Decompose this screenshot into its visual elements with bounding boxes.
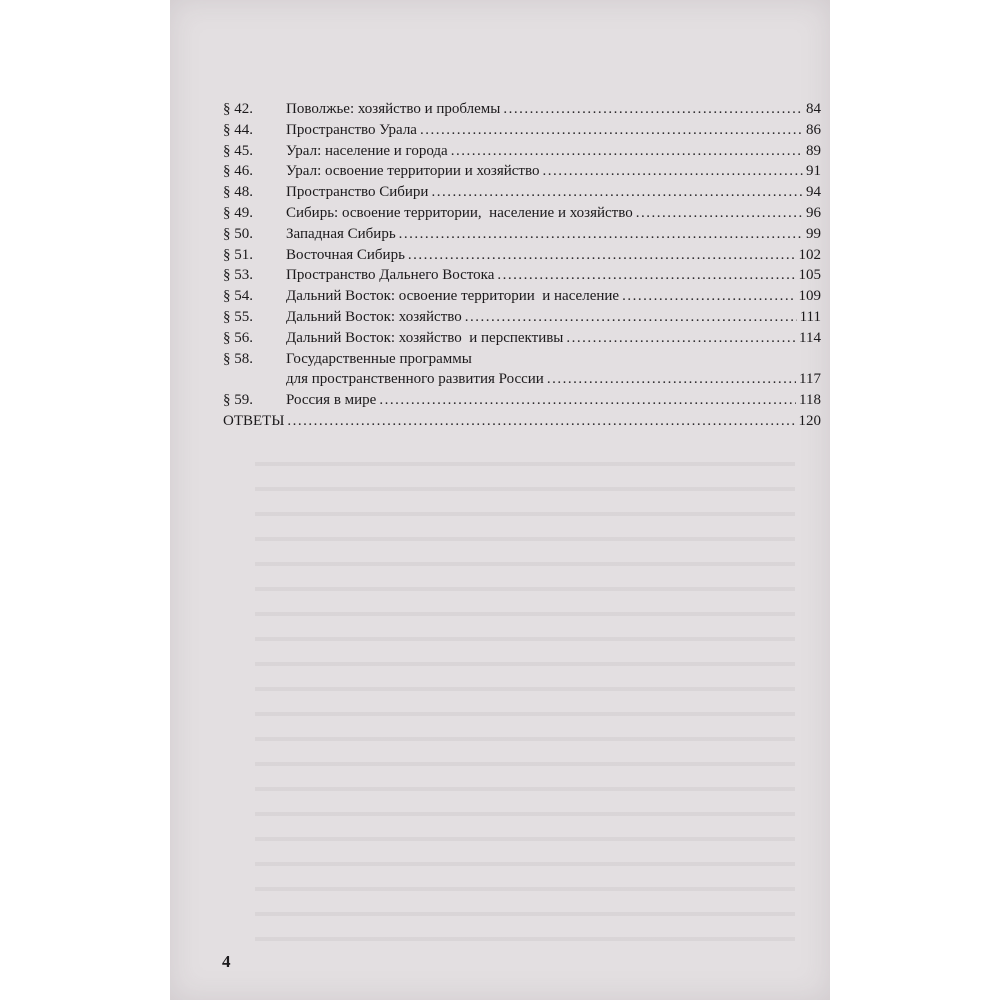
dot-leader [431,182,803,203]
section-number: § 50. [223,225,253,242]
section-page: 111 [799,308,821,325]
show-through-texture [255,445,795,955]
dot-leader [287,411,795,432]
section-title: ОТВЕТЫ [223,412,285,429]
section-title: Урал: освоение территории и хозяйство [286,163,540,180]
toc-entry [223,265,821,286]
toc-entry [223,224,821,245]
section-title: Пространство Сибири [286,184,429,201]
section-number: § 51. [223,246,253,263]
section-number: § 48. [223,184,253,201]
section-number: § 44. [223,121,253,138]
section-page: 114 [799,329,821,346]
dot-leader [636,203,803,224]
section-page: 118 [799,392,821,409]
table-of-contents [223,99,821,432]
toc-entry [223,203,821,224]
section-page: 91 [806,163,821,180]
dot-leader [465,307,797,328]
section-title: Дальний Восток: хозяйство и перспективы [286,329,564,346]
section-title: Западная Сибирь [286,225,396,242]
section-number: § 58. [223,350,253,367]
section-page: 84 [806,101,821,117]
page-number: 4 [222,952,231,971]
toc-entry [223,349,821,391]
section-number: § 55. [223,308,253,325]
section-title: Пространство Урала [286,121,417,138]
dot-leader [408,245,796,266]
section-page: 120 [798,412,821,429]
dot-leader [399,224,803,245]
toc-entry-line-2 [223,369,821,390]
section-title-continued: для пространственного развития России [286,371,544,388]
toc-entry [223,120,821,141]
toc-entry [223,182,821,203]
section-page: 102 [798,246,821,263]
section-page: 86 [806,121,821,138]
section-number: § 42. [223,101,253,117]
toc-entry [223,390,821,411]
section-title: Урал: население и города [286,142,448,159]
section-number: § 54. [223,288,253,305]
dot-leader [497,265,795,286]
toc-entry [223,161,821,182]
dot-leader [542,161,803,182]
section-number: § 56. [223,329,253,346]
section-number: § 53. [223,267,253,284]
section-page: 99 [806,225,821,242]
section-title: Дальний Восток: хозяйство [286,308,462,325]
toc-entry [223,141,821,162]
section-page: 89 [806,142,821,159]
section-page: 109 [798,288,821,305]
section-number: § 49. [223,204,253,221]
toc-entry-line-1 [223,349,821,370]
toc-entry-answers [223,411,821,432]
section-title: Восточная Сибирь [286,246,405,263]
section-title: Поволжье: хозяйство и проблемы [286,101,501,117]
section-number: § 59. [223,392,253,409]
section-number: § 45. [223,142,253,159]
dot-leader [379,390,796,411]
toc-entry [223,245,821,266]
toc-entry [223,99,821,120]
section-page: 96 [806,204,821,221]
dot-leader [547,369,796,390]
section-title: Дальний Восток: освоение территории и население [286,288,620,305]
section-page: 117 [799,371,821,388]
section-title: Пространство Дальнего Востока [286,267,495,284]
section-page: 105 [798,267,821,284]
section-page: 94 [806,184,821,201]
dot-leader [420,120,803,141]
section-title: Россия в мире [286,392,377,409]
dot-leader [566,328,796,349]
section-title: Сибирь: освоение территории, население и хозяйство [286,204,633,221]
section-number: § 46. [223,163,253,180]
dot-leader [503,99,803,120]
toc-entry [223,328,821,349]
dot-leader [622,286,795,307]
toc-entry [223,307,821,328]
toc-entry [223,286,821,307]
section-title: Государственные программы [286,350,472,367]
dot-leader [451,141,803,162]
